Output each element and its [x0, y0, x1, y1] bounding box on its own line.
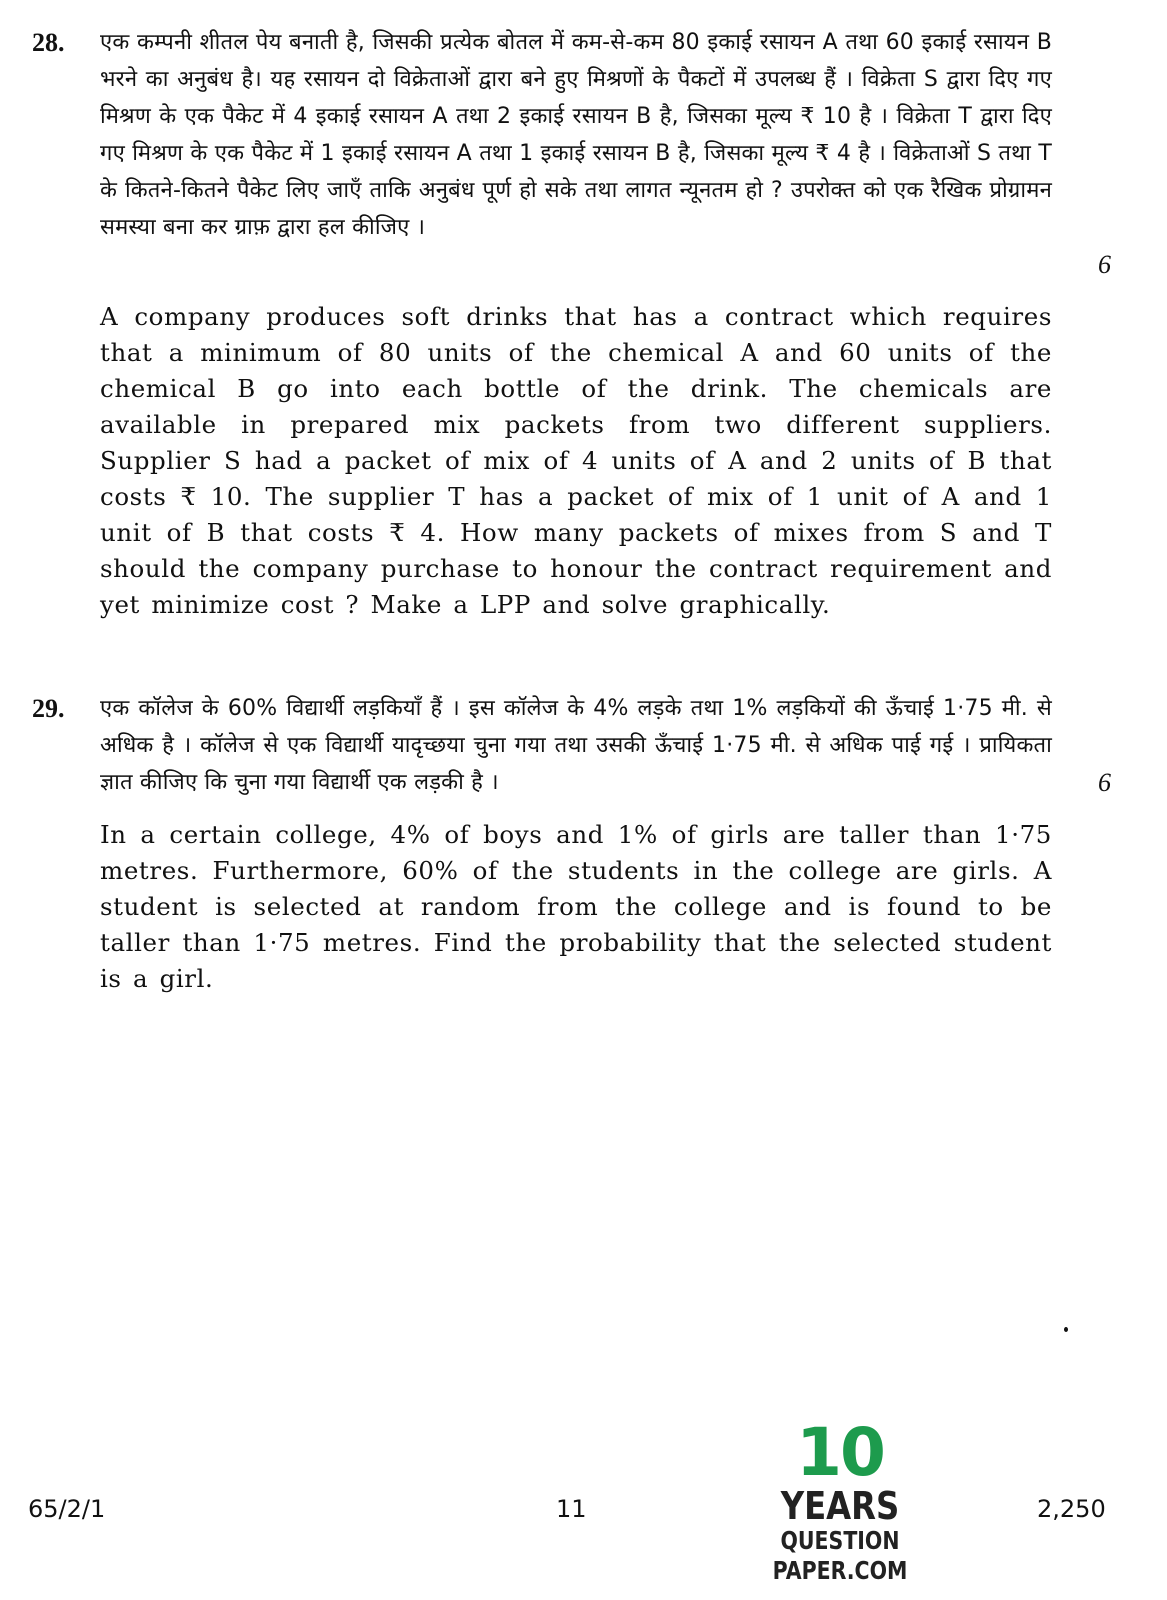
question-text-hindi: एक कम्पनी शीतल पेय बनाती है, जिसकी प्रत्येक बोतल में कम-से-कम 80 इकाई रसायन A तथा 60 इकाई रसायन B भरने का अनुबंध है। यह रसायन दो विक्रेताओं द्वारा बने हुए मिश्रणों के पैकटों में उपलब्ध हैं । विक्रेता S द्वारा दिए गए मिश्रण के एक पैकेट में 4 इकाई रसायन A तथा 2 इकाई रसायन B है, जिसका मूल्य ₹ 10 है । विक्रेता T द्वारा दिए गए मिश्रण के एक पैकेट में 1 इकाई रसायन A तथा 1 इकाई रसायन B है, जिसका मूल्य ₹ 4 है । विक्रेताओं S तथा T के कितने-कितने पैकेट लिए जाएँ ताकि अनुबंध पूर्ण हो सके तथा लागत न्यूनतम हो ? उपरोक्त को एक रैखिक प्रोग्रामन समस्या बना कर ग्राफ़ द्वारा हल कीजिए ।	[100, 30, 1052, 240]
watermark-number: 10	[796, 1414, 884, 1491]
question-marks: 6	[1098, 250, 1111, 279]
print-count: 2,250	[1037, 1495, 1106, 1523]
paper-code: 65/2/1	[28, 1495, 106, 1523]
question-number: 28.	[32, 28, 65, 57]
watermark-site: QUESTION PAPER.COM	[772, 1526, 908, 1585]
question-text-english: A company produces soft drinks that has a contract which requires that a minimum of 80 units of the chemical A and 60 units of the chemical B go into each bottle of the drink. The chemicals are available in prepared mix packets from two different suppliers. Supplier S had a packet of mix of 4 units of A and 2 units of B that costs ₹ 10. The supplier T has a packet of mix of 1 unit of A and 1 unit of B that costs ₹ 4. How many packets of mixes from S and T should the company purchase to honour the contract requirement and yet minimize cost ? Make a LPP and solve graphically.	[100, 302, 1052, 619]
question-number: 29.	[32, 694, 65, 723]
watermark-logo	[710, 1414, 970, 1586]
page-number: 11	[556, 1495, 587, 1523]
question-marks: 6	[1098, 768, 1111, 797]
watermark-years: YEARS	[780, 1484, 900, 1528]
question-text-english: In a certain college, 4% of boys and 1% of girls are taller than 1·75 metres. Furthermore, 60% of the students in the college are girls. A student is selected at random from the college and is found to be taller than 1·75 metres. Find the probability that the selected student is a girl.	[100, 820, 1052, 993]
question-text-hindi: एक कॉलेज के 60% विद्यार्थी लड़कियाँ हैं । इस कॉलेज के 4% लड़के तथा 1% लड़कियों की ऊँचाई 1·75 मी. से अधिक है । कॉलेज से एक विद्यार्थी यादृच्छया चुना गया तथा उसकी ऊँचाई 1·75 मी. से अधिक पाई गई । प्रायिकता ज्ञात कीजिए कि चुना गया विद्यार्थी एक लड़की है ।	[100, 696, 1052, 795]
print-speck	[1064, 1327, 1068, 1332]
